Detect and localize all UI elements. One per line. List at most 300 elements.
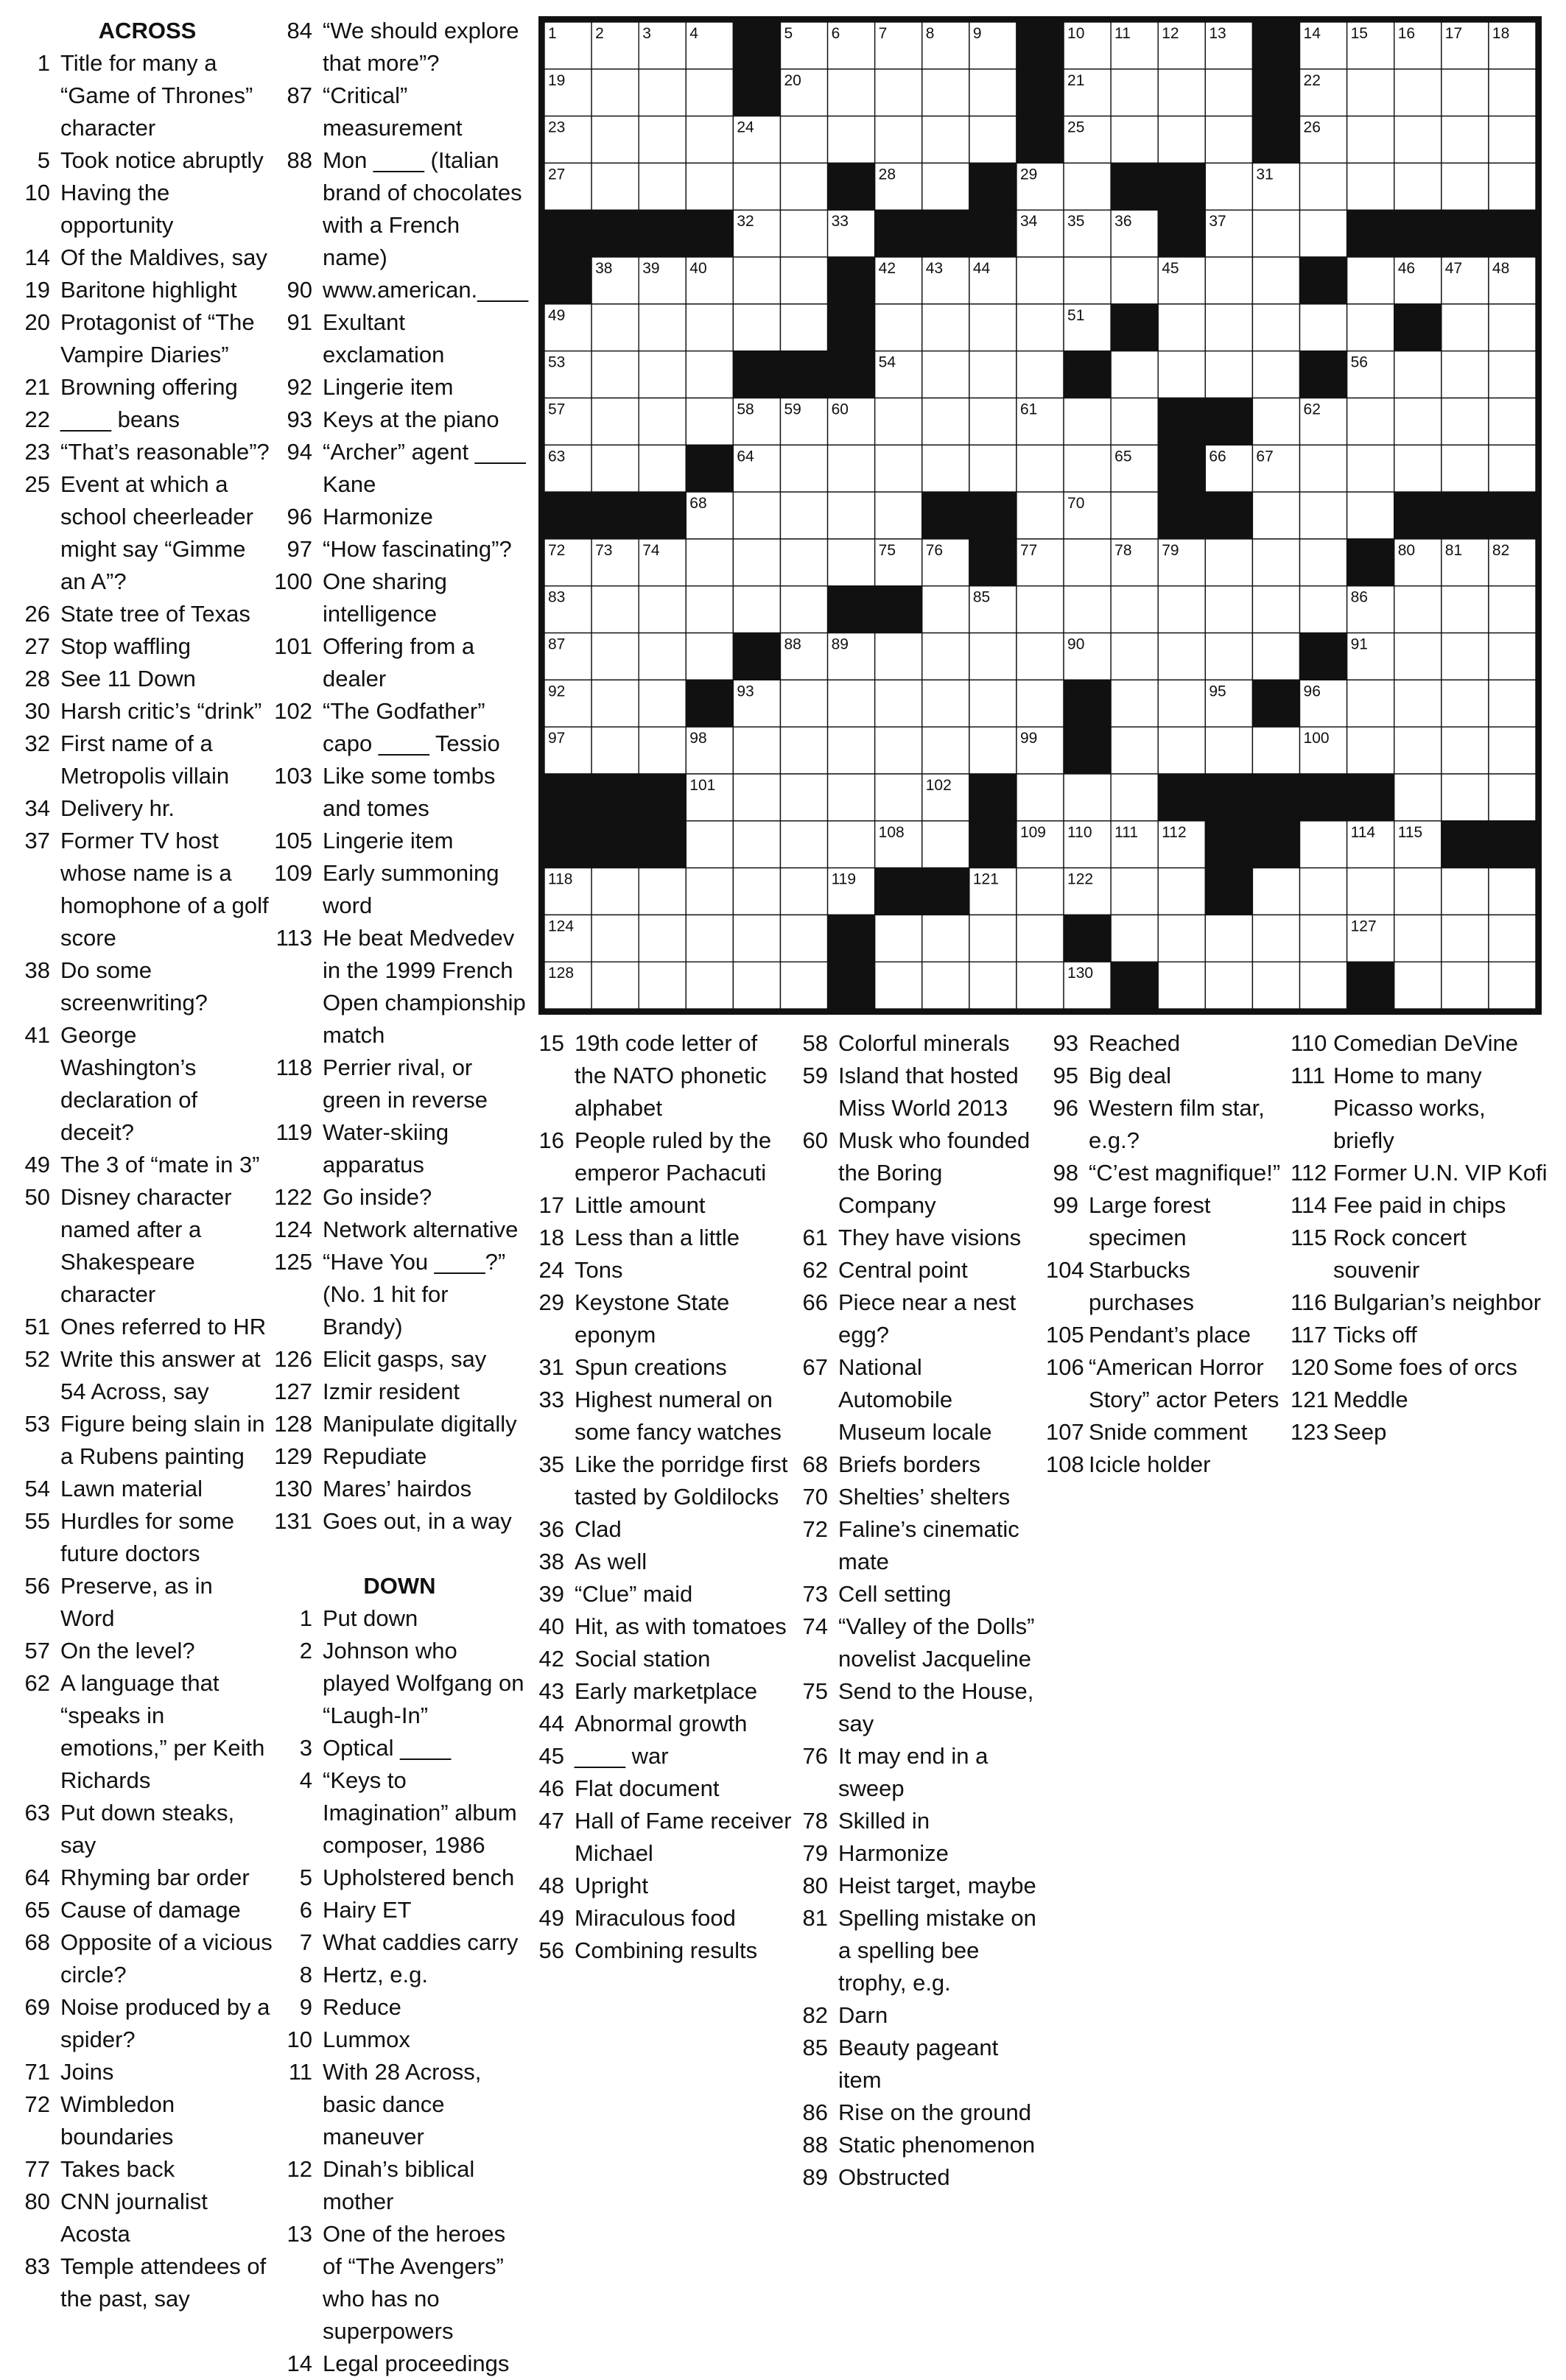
grid-cell[interactable] [1158, 868, 1205, 915]
clue-item[interactable] [538, 1027, 792, 1124]
grid-cell[interactable] [639, 163, 686, 210]
clue-item[interactable] [796, 1481, 1039, 1513]
grid-cell[interactable] [780, 680, 827, 727]
grid-cell[interactable] [1300, 915, 1347, 962]
clue-item[interactable] [22, 2186, 273, 2250]
grid-cell[interactable] [639, 586, 686, 633]
grid-cell[interactable] [780, 915, 827, 962]
grid-cell[interactable] [1064, 398, 1111, 445]
grid-cell[interactable] [1300, 868, 1347, 915]
grid-cell[interactable] [1017, 868, 1064, 915]
grid-cell[interactable] [969, 69, 1017, 116]
clue-item[interactable] [22, 1926, 273, 1991]
grid-cell[interactable] [828, 821, 875, 868]
grid-cell[interactable] [780, 868, 827, 915]
grid-cell[interactable] [639, 445, 686, 492]
grid-cell[interactable] [1064, 539, 1111, 586]
grid-cell[interactable] [591, 586, 639, 633]
clue-item[interactable] [1046, 1189, 1289, 1254]
grid-cell[interactable] [780, 304, 827, 351]
grid-cell[interactable] [639, 727, 686, 774]
clue-item[interactable] [22, 2088, 273, 2153]
clue-item[interactable] [273, 922, 527, 1052]
grid-cell[interactable] [1017, 915, 1064, 962]
grid-cell[interactable] [591, 116, 639, 163]
crossword-grid[interactable] [538, 16, 1542, 1015]
grid-cell[interactable] [1017, 257, 1064, 304]
grid-cell[interactable] [1111, 69, 1158, 116]
clue-item[interactable] [1046, 1416, 1289, 1448]
clue-item[interactable] [1291, 1286, 1548, 1319]
grid-cell[interactable] [922, 586, 969, 633]
grid-cell[interactable] [1347, 69, 1394, 116]
grid-cell[interactable] [591, 962, 639, 1009]
clue-item[interactable] [273, 1732, 527, 1764]
grid-cell[interactable] [922, 398, 969, 445]
clue-item[interactable] [796, 1610, 1039, 1675]
grid-cell[interactable] [1442, 304, 1489, 351]
grid-cell[interactable] [1442, 633, 1489, 680]
grid-cell[interactable] [1347, 727, 1394, 774]
grid-cell[interactable] [922, 633, 969, 680]
grid-cell[interactable] [639, 69, 686, 116]
grid-cell[interactable] [875, 304, 922, 351]
grid-cell[interactable] [1158, 116, 1205, 163]
clue-item[interactable] [273, 1862, 527, 1894]
grid-cell[interactable] [875, 774, 922, 821]
grid-cell[interactable] [733, 539, 780, 586]
grid-cell[interactable] [1489, 633, 1536, 680]
grid-cell[interactable] [1111, 398, 1158, 445]
grid-cell[interactable] [1252, 210, 1299, 257]
clue-item[interactable] [1046, 1092, 1289, 1157]
grid-cell[interactable] [1300, 539, 1347, 586]
clue-item[interactable] [538, 1124, 792, 1189]
clue-item[interactable] [273, 1894, 527, 1926]
grid-cell[interactable] [733, 774, 780, 821]
grid-cell[interactable] [686, 821, 733, 868]
clue-item[interactable] [796, 1578, 1039, 1610]
grid-cell[interactable] [1394, 915, 1442, 962]
clue-item[interactable] [22, 663, 273, 695]
clue-item[interactable] [22, 1473, 273, 1505]
clue-item[interactable] [273, 1764, 527, 1862]
grid-cell[interactable] [1300, 962, 1347, 1009]
grid-cell[interactable] [1158, 915, 1205, 962]
grid-cell[interactable] [780, 539, 827, 586]
grid-cell[interactable] [1111, 633, 1158, 680]
grid-cell[interactable] [1017, 680, 1064, 727]
clue-item[interactable] [796, 1222, 1039, 1254]
grid-cell[interactable] [1017, 586, 1064, 633]
grid-cell[interactable] [1158, 351, 1205, 398]
clue-item[interactable] [273, 1926, 527, 1959]
clue-item[interactable] [273, 1116, 527, 1181]
grid-cell[interactable] [1489, 445, 1536, 492]
grid-cell[interactable] [1205, 586, 1252, 633]
clue-item[interactable] [273, 533, 527, 566]
grid-cell[interactable] [1489, 727, 1536, 774]
clue-item[interactable] [796, 1999, 1039, 2032]
clue-item[interactable] [22, 1635, 273, 1667]
grid-cell[interactable] [1489, 398, 1536, 445]
clue-item[interactable] [273, 566, 527, 630]
grid-cell[interactable] [1489, 680, 1536, 727]
clue-item[interactable] [22, 144, 273, 177]
clue-item[interactable] [538, 1286, 792, 1351]
grid-cell[interactable] [1158, 69, 1205, 116]
clue-item[interactable] [1291, 1222, 1548, 1286]
clue-item[interactable] [538, 1546, 792, 1578]
grid-cell[interactable] [1017, 304, 1064, 351]
grid-cell[interactable] [591, 868, 639, 915]
grid-cell[interactable] [1489, 116, 1536, 163]
clue-item[interactable] [22, 1991, 273, 2056]
grid-cell[interactable] [1489, 69, 1536, 116]
grid-cell[interactable] [1442, 774, 1489, 821]
clue-item[interactable] [538, 1189, 792, 1222]
clue-item[interactable] [273, 760, 527, 825]
grid-cell[interactable] [780, 116, 827, 163]
grid-cell[interactable] [639, 680, 686, 727]
grid-cell[interactable] [639, 398, 686, 445]
grid-cell[interactable] [1394, 398, 1442, 445]
grid-cell[interactable] [1205, 727, 1252, 774]
clue-item[interactable] [22, 1181, 273, 1311]
grid-cell[interactable] [686, 633, 733, 680]
grid-cell[interactable] [1347, 680, 1394, 727]
clue-item[interactable] [1291, 1351, 1548, 1384]
grid-cell[interactable] [686, 962, 733, 1009]
clue-item[interactable] [22, 1862, 273, 1894]
grid-cell[interactable] [1205, 69, 1252, 116]
clue-item[interactable] [796, 2129, 1039, 2161]
grid-cell[interactable] [1111, 868, 1158, 915]
grid-cell[interactable] [1442, 915, 1489, 962]
grid-cell[interactable] [733, 163, 780, 210]
clue-item[interactable] [796, 2032, 1039, 2096]
grid-cell[interactable] [969, 633, 1017, 680]
grid-cell[interactable] [780, 210, 827, 257]
grid-cell[interactable] [686, 586, 733, 633]
grid-cell[interactable] [828, 445, 875, 492]
grid-cell[interactable] [591, 163, 639, 210]
clue-item[interactable] [273, 1473, 527, 1505]
clue-item[interactable] [1046, 1351, 1289, 1416]
grid-cell[interactable] [1394, 727, 1442, 774]
clue-item[interactable] [796, 1027, 1039, 1060]
grid-cell[interactable] [780, 774, 827, 821]
grid-cell[interactable] [1205, 962, 1252, 1009]
clue-item[interactable] [273, 501, 527, 533]
grid-cell[interactable] [1442, 163, 1489, 210]
clue-item[interactable] [796, 1286, 1039, 1351]
grid-cell[interactable] [1252, 727, 1299, 774]
clue-item[interactable] [22, 1570, 273, 1635]
grid-cell[interactable] [1347, 868, 1394, 915]
grid-cell[interactable] [1347, 163, 1394, 210]
clue-item[interactable] [1291, 1060, 1548, 1157]
grid-cell[interactable] [875, 445, 922, 492]
grid-cell[interactable] [922, 304, 969, 351]
clue-item[interactable] [273, 306, 527, 371]
clue-item[interactable] [796, 1740, 1039, 1805]
clue-item[interactable] [1291, 1189, 1548, 1222]
grid-cell[interactable] [1347, 304, 1394, 351]
grid-cell[interactable] [875, 633, 922, 680]
clue-item[interactable] [273, 1505, 527, 1538]
clue-item[interactable] [22, 1797, 273, 1862]
clue-item[interactable] [538, 1772, 792, 1805]
clue-item[interactable] [1291, 1319, 1548, 1351]
grid-cell[interactable] [686, 304, 733, 351]
grid-cell[interactable] [1017, 774, 1064, 821]
grid-cell[interactable] [1394, 633, 1442, 680]
grid-cell[interactable] [969, 116, 1017, 163]
clue-item[interactable] [273, 1991, 527, 2024]
clue-item[interactable] [22, 1667, 273, 1797]
grid-cell[interactable] [1442, 116, 1489, 163]
grid-cell[interactable] [639, 915, 686, 962]
grid-cell[interactable] [922, 116, 969, 163]
grid-cell[interactable] [969, 915, 1017, 962]
clue-item[interactable] [273, 1602, 527, 1635]
clue-item[interactable] [273, 1052, 527, 1116]
clue-item[interactable] [538, 1870, 792, 1902]
clue-item[interactable] [22, 1408, 273, 1473]
clue-item[interactable] [273, 1635, 527, 1732]
clue-item[interactable] [538, 1934, 792, 1967]
grid-cell[interactable] [969, 727, 1017, 774]
clue-item[interactable] [1291, 1416, 1548, 1448]
grid-cell[interactable] [1017, 962, 1064, 1009]
grid-cell[interactable] [922, 163, 969, 210]
grid-cell[interactable] [1489, 774, 1536, 821]
grid-cell[interactable] [1347, 445, 1394, 492]
clue-item[interactable] [273, 695, 527, 760]
grid-cell[interactable] [639, 116, 686, 163]
clue-item[interactable] [1046, 1319, 1289, 1351]
grid-cell[interactable] [1394, 868, 1442, 915]
grid-cell[interactable] [733, 586, 780, 633]
grid-cell[interactable] [733, 492, 780, 539]
grid-cell[interactable] [828, 492, 875, 539]
grid-cell[interactable] [1394, 445, 1442, 492]
clue-item[interactable] [273, 15, 527, 80]
grid-cell[interactable] [1158, 680, 1205, 727]
grid-cell[interactable] [922, 821, 969, 868]
clue-item[interactable] [22, 2056, 273, 2088]
clue-item[interactable] [273, 1181, 527, 1214]
grid-cell[interactable] [591, 445, 639, 492]
grid-cell[interactable] [1064, 774, 1111, 821]
clue-item[interactable] [273, 2218, 527, 2348]
clue-item[interactable] [273, 371, 527, 404]
grid-cell[interactable] [780, 586, 827, 633]
grid-cell[interactable] [686, 116, 733, 163]
clue-item[interactable] [796, 1870, 1039, 1902]
clue-item[interactable] [273, 857, 527, 922]
clue-item[interactable] [22, 598, 273, 630]
clue-item[interactable] [22, 728, 273, 792]
grid-cell[interactable] [733, 727, 780, 774]
grid-cell[interactable] [1158, 304, 1205, 351]
clue-item[interactable] [538, 1448, 792, 1513]
grid-cell[interactable] [1442, 680, 1489, 727]
clue-item[interactable] [1046, 1254, 1289, 1319]
grid-cell[interactable] [1111, 680, 1158, 727]
grid-cell[interactable] [1205, 633, 1252, 680]
clue-item[interactable] [796, 1675, 1039, 1740]
grid-cell[interactable] [733, 868, 780, 915]
clue-item[interactable] [796, 1351, 1039, 1448]
clue-item[interactable] [796, 1837, 1039, 1870]
grid-cell[interactable] [1111, 492, 1158, 539]
grid-cell[interactable] [875, 116, 922, 163]
clue-item[interactable] [1291, 1157, 1548, 1189]
grid-cell[interactable] [733, 304, 780, 351]
grid-cell[interactable] [591, 727, 639, 774]
grid-cell[interactable] [1252, 351, 1299, 398]
clue-item[interactable] [273, 436, 527, 501]
grid-cell[interactable] [1347, 257, 1394, 304]
grid-cell[interactable] [686, 539, 733, 586]
grid-cell[interactable] [1158, 962, 1205, 1009]
grid-cell[interactable] [591, 915, 639, 962]
clue-item[interactable] [273, 1959, 527, 1991]
grid-cell[interactable] [1111, 351, 1158, 398]
grid-cell[interactable] [828, 539, 875, 586]
grid-cell[interactable] [1442, 398, 1489, 445]
grid-cell[interactable] [1442, 445, 1489, 492]
clue-item[interactable] [1046, 1027, 1289, 1060]
clue-item[interactable] [273, 825, 527, 857]
clue-item[interactable] [796, 1805, 1039, 1837]
grid-cell[interactable] [1252, 304, 1299, 351]
grid-cell[interactable] [1017, 351, 1064, 398]
grid-cell[interactable] [1347, 492, 1394, 539]
grid-cell[interactable] [639, 351, 686, 398]
grid-cell[interactable] [1300, 163, 1347, 210]
grid-cell[interactable] [1489, 962, 1536, 1009]
clue-item[interactable] [22, 825, 273, 954]
clue-item[interactable] [22, 177, 273, 242]
grid-cell[interactable] [1205, 351, 1252, 398]
clue-item[interactable] [1046, 1157, 1289, 1189]
clue-item[interactable] [22, 1894, 273, 1926]
clue-item[interactable] [273, 1408, 527, 1440]
grid-cell[interactable] [828, 680, 875, 727]
grid-cell[interactable] [969, 398, 1017, 445]
grid-cell[interactable] [1442, 962, 1489, 1009]
grid-cell[interactable] [1064, 445, 1111, 492]
grid-cell[interactable] [1442, 727, 1489, 774]
clue-item[interactable] [538, 1254, 792, 1286]
clue-item[interactable] [22, 242, 273, 274]
clue-item[interactable] [273, 2024, 527, 2056]
grid-cell[interactable] [686, 868, 733, 915]
clue-item[interactable] [273, 1440, 527, 1473]
clue-item[interactable] [22, 792, 273, 825]
grid-cell[interactable] [969, 962, 1017, 1009]
grid-cell[interactable] [733, 821, 780, 868]
clue-item[interactable] [273, 630, 527, 695]
grid-cell[interactable] [922, 351, 969, 398]
grid-cell[interactable] [1111, 586, 1158, 633]
clue-item[interactable] [273, 2348, 527, 2380]
grid-cell[interactable] [875, 727, 922, 774]
grid-cell[interactable] [1252, 915, 1299, 962]
grid-cell[interactable] [591, 398, 639, 445]
grid-cell[interactable] [1158, 727, 1205, 774]
clue-item[interactable] [796, 2161, 1039, 2194]
grid-cell[interactable] [875, 492, 922, 539]
grid-cell[interactable] [1394, 680, 1442, 727]
grid-cell[interactable] [1111, 116, 1158, 163]
grid-cell[interactable] [1111, 257, 1158, 304]
grid-cell[interactable] [1394, 586, 1442, 633]
clue-item[interactable] [273, 1376, 527, 1408]
clue-item[interactable] [1046, 1448, 1289, 1481]
grid-cell[interactable] [969, 351, 1017, 398]
grid-cell[interactable] [591, 633, 639, 680]
clue-item[interactable] [538, 1643, 792, 1675]
grid-cell[interactable] [922, 962, 969, 1009]
grid-cell[interactable] [591, 69, 639, 116]
clue-item[interactable] [22, 47, 273, 144]
grid-cell[interactable] [1252, 257, 1299, 304]
grid-cell[interactable] [1064, 163, 1111, 210]
grid-cell[interactable] [780, 163, 827, 210]
grid-cell[interactable] [922, 727, 969, 774]
grid-cell[interactable] [1489, 868, 1536, 915]
grid-cell[interactable] [1489, 586, 1536, 633]
grid-cell[interactable] [1252, 586, 1299, 633]
clue-item[interactable] [22, 1505, 273, 1570]
clue-item[interactable] [22, 404, 273, 436]
grid-cell[interactable] [733, 257, 780, 304]
clue-item[interactable] [538, 1351, 792, 1384]
grid-cell[interactable] [1394, 962, 1442, 1009]
clue-item[interactable] [22, 1149, 273, 1181]
grid-cell[interactable] [686, 163, 733, 210]
grid-cell[interactable] [733, 962, 780, 1009]
grid-cell[interactable] [780, 962, 827, 1009]
grid-cell[interactable] [922, 69, 969, 116]
clue-item[interactable] [22, 468, 273, 598]
grid-cell[interactable] [1252, 398, 1299, 445]
grid-cell[interactable] [1394, 116, 1442, 163]
grid-cell[interactable] [1205, 539, 1252, 586]
grid-cell[interactable] [591, 351, 639, 398]
grid-cell[interactable] [1111, 727, 1158, 774]
grid-cell[interactable] [1252, 962, 1299, 1009]
grid-cell[interactable] [1017, 445, 1064, 492]
clue-item[interactable] [22, 695, 273, 728]
grid-cell[interactable] [1158, 633, 1205, 680]
grid-cell[interactable] [1300, 210, 1347, 257]
clue-item[interactable] [538, 1708, 792, 1740]
clue-item[interactable] [796, 1060, 1039, 1124]
grid-cell[interactable] [1111, 774, 1158, 821]
clue-item[interactable] [273, 1214, 527, 1246]
clue-item[interactable] [538, 1222, 792, 1254]
clue-item[interactable] [538, 1740, 792, 1772]
grid-cell[interactable] [1205, 116, 1252, 163]
clue-item[interactable] [796, 1254, 1039, 1286]
grid-cell[interactable] [1017, 633, 1064, 680]
clue-item[interactable] [538, 1384, 792, 1448]
